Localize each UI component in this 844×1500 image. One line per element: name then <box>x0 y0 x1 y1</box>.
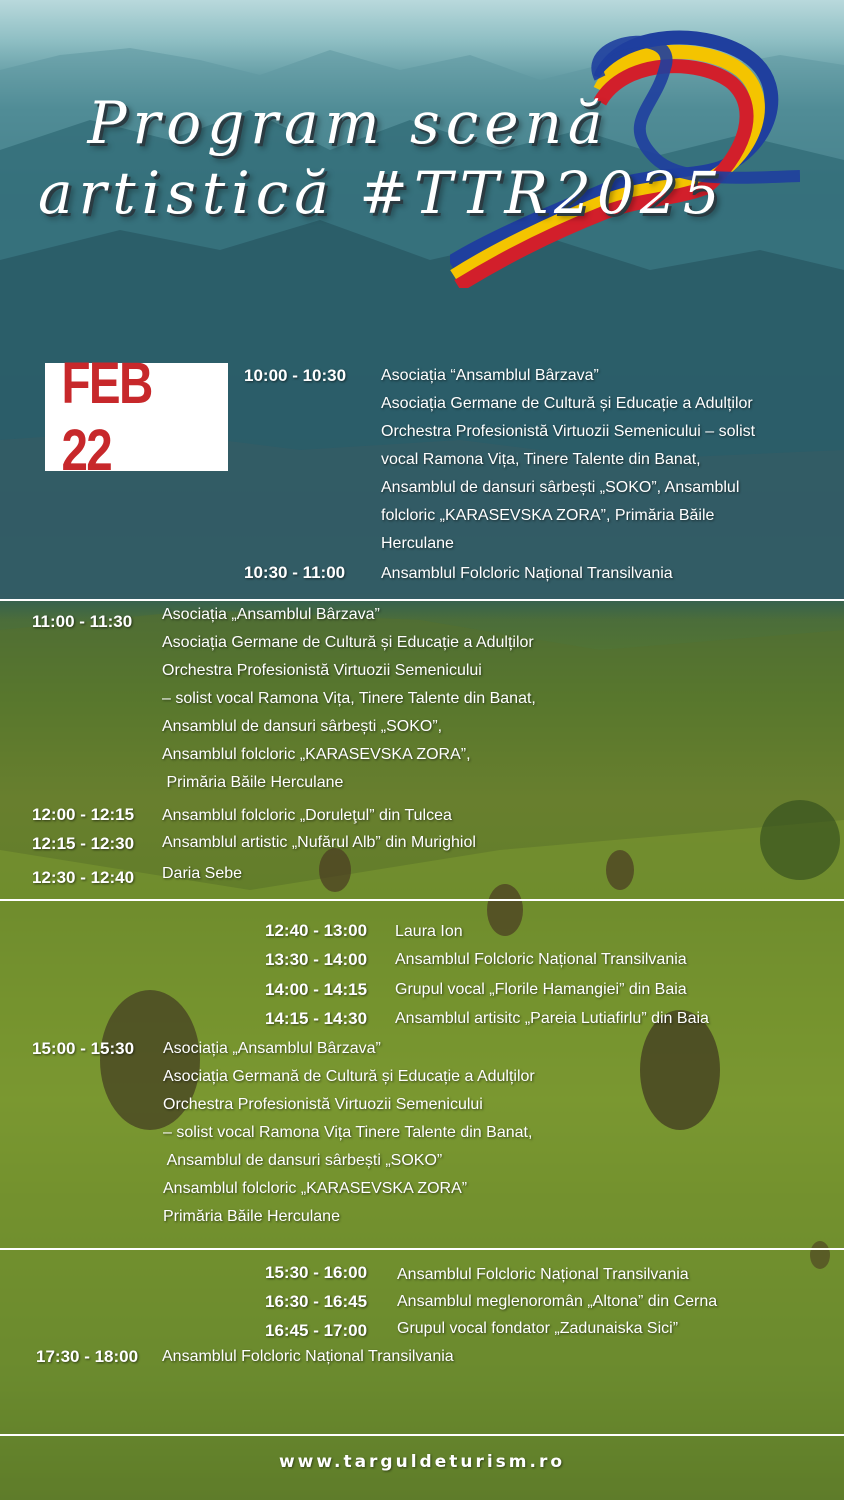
website-link[interactable]: www.targuldeturism.ro <box>278 1452 566 1472</box>
performer-line: Asociația Germane de Cultură și Educație a Adulților <box>162 634 534 651</box>
date-badge <box>45 351 228 483</box>
performer-line: Asociația “Ansamblul Bârzava” <box>381 367 599 384</box>
time-slot: 10:30 - 11:00 <box>244 563 346 582</box>
time-slot: 11:00 - 11:30 <box>32 612 133 631</box>
performer-list <box>163 1035 535 1231</box>
title-line-2: artistică #TTR2025 <box>38 159 726 227</box>
performer-line: Asociația „Ansamblul Bârzava” <box>162 606 380 623</box>
performer-line: Primăria Băile Herculane <box>162 774 344 791</box>
time-slot: 16:30 - 16:45 <box>265 1292 368 1311</box>
performer-line: Asociația Germană de Cultură și Educație a Adulților <box>163 1068 535 1085</box>
section-divider <box>0 899 844 901</box>
performer-line: Ansamblul folcloric „KARASEVSKA ZORA” <box>163 1180 468 1197</box>
performer-line: – solist vocal Ramona Vița Tinere Talente din Banat, <box>163 1124 533 1141</box>
section-divider <box>0 1434 844 1436</box>
performer-line: Ansamblul de dansuri sârbești „SOKO”, Ansamblul <box>381 479 740 496</box>
performer-line: Asociația Germane de Cultură și Educație a Adulților <box>381 395 753 412</box>
time-slot: 12:40 - 13:00 <box>265 921 368 940</box>
performer-line: Ansamblul artistic „Nufărul Alb” din Murighiol <box>162 834 476 851</box>
performer-line: Daria Sebe <box>162 865 243 882</box>
performer-list <box>162 601 536 797</box>
performer-line: Asociația „Ansamblul Bârzava” <box>163 1040 381 1057</box>
performer-line: Ansamblul de dansuri sârbești „SOKO” <box>163 1152 443 1169</box>
time-slot: 14:15 - 14:30 <box>265 1009 368 1028</box>
performer-line: Grupul vocal „Florile Hamangiei” din Baia <box>395 981 687 998</box>
performer-list <box>381 362 755 558</box>
performer-line: – solist vocal Ramona Vița, Tinere Talente din Banat, <box>162 690 536 707</box>
time-slot: 15:30 - 16:00 <box>265 1263 368 1282</box>
performer-line: Orchestra Profesionistă Virtuozii Semenicului <box>163 1096 483 1113</box>
title-line-1: Program scenă <box>87 89 609 157</box>
date-badge-text: FEB 22 <box>61 351 152 483</box>
performer-line: Laura Ion <box>395 923 463 940</box>
time-slot: 12:00 - 12:15 <box>32 805 135 824</box>
performer-line: Orchestra Profesionistă Virtuozii Semenicului – solist <box>381 423 756 440</box>
performer-line: Ansamblul folcloric „Doruleţul” din Tulcea <box>162 807 452 824</box>
performer-line: Ansamblul de dansuri sârbești „SOKO”, <box>162 718 443 735</box>
time-slot: 15:00 - 15:30 <box>32 1039 135 1058</box>
section-divider <box>0 1248 844 1250</box>
performer-line: vocal Ramona Vița, Tinere Talente din Banat, <box>381 451 701 468</box>
performer-line: Ansamblul folcloric „KARASEVSKA ZORA”, <box>162 746 471 763</box>
time-slot: 14:00 - 14:15 <box>265 980 368 999</box>
performer-line: Herculane <box>381 535 454 552</box>
time-slot: 13:30 - 14:00 <box>265 950 368 969</box>
time-slot: 17:30 - 18:00 <box>36 1347 139 1366</box>
performer-line: Ansamblul Folcloric Național Transilvania <box>397 1266 689 1283</box>
time-slot: 12:30 - 12:40 <box>32 868 135 887</box>
performer-line: Ansamblul Folcloric Național Transilvania <box>162 1348 454 1365</box>
page-title <box>38 88 726 228</box>
performer-line: Grupul vocal fondator „Zadunaiska Sici” <box>397 1320 679 1337</box>
time-slot: 16:45 - 17:00 <box>265 1321 368 1340</box>
performer-line: Ansamblul Folcloric Național Transilvania <box>395 951 687 968</box>
time-slot: 10:00 - 10:30 <box>244 366 347 385</box>
performer-line: Ansamblul Folcloric Național Transilvania <box>381 565 673 582</box>
performer-line: Primăria Băile Herculane <box>163 1208 340 1225</box>
performer-line: Ansamblul artisitc „Pareia Lutiafirlu” din Baia <box>395 1010 709 1027</box>
time-slot: 12:15 - 12:30 <box>32 834 135 853</box>
performer-line: Orchestra Profesionistă Virtuozii Semenicului <box>162 662 482 679</box>
performer-line: folcloric „KARASEVSKA ZORA”, Primăria Băile <box>381 507 715 524</box>
performer-line: Ansamblul meglenoromân „Altona” din Cerna <box>397 1293 718 1310</box>
